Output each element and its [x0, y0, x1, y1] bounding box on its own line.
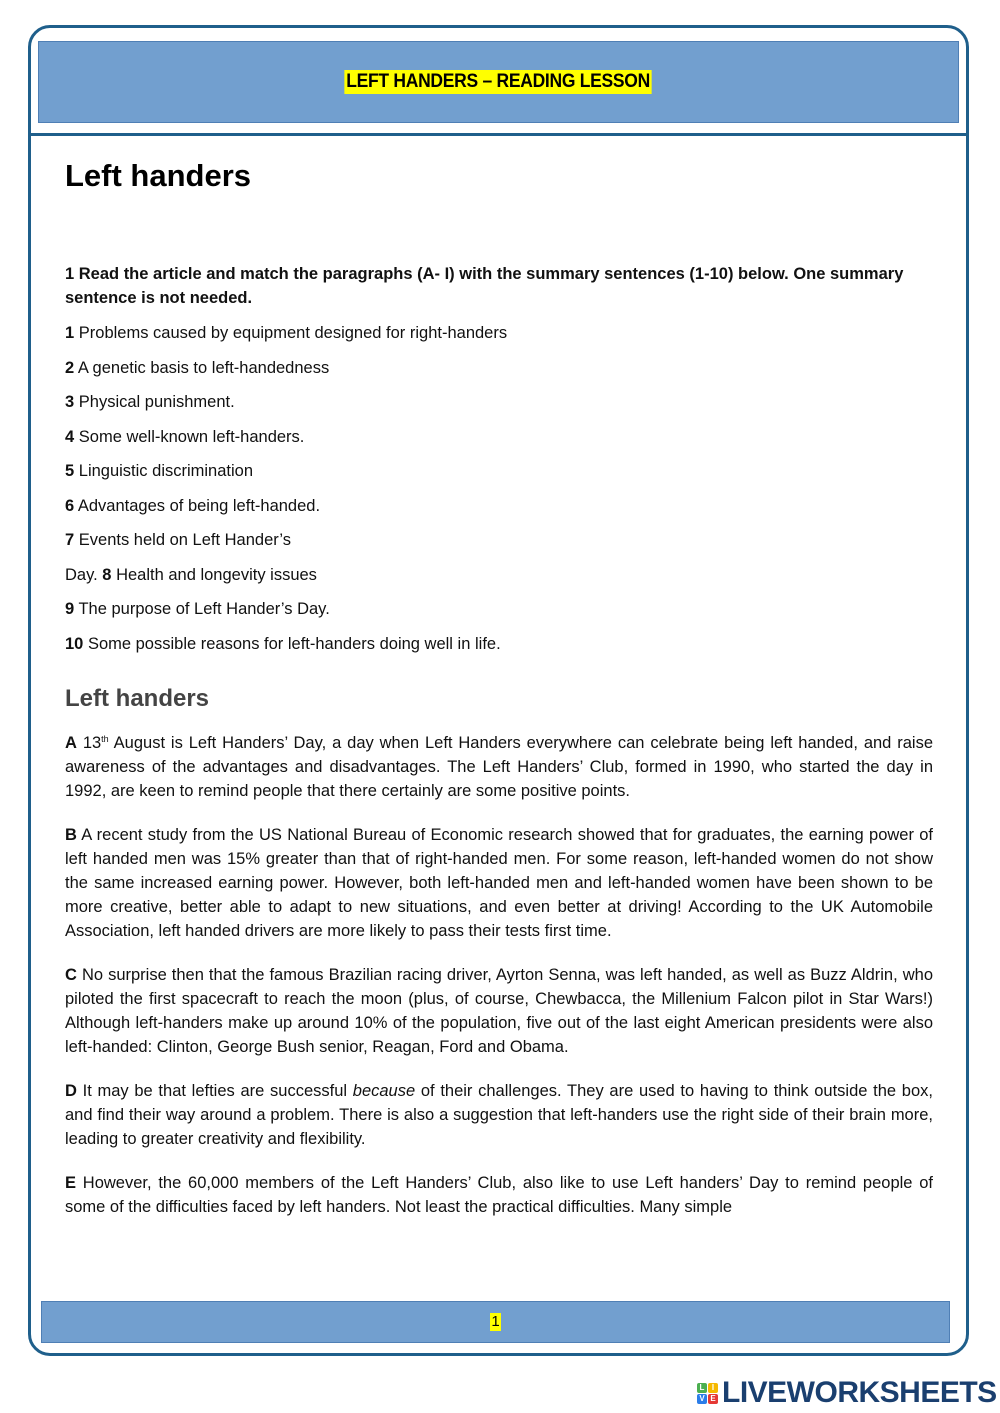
summary-text: A genetic basis to left-handedness	[74, 358, 330, 377]
brand-name: LIVEWORKSHEETS	[722, 1376, 997, 1409]
paragraph-text: 13	[76, 734, 102, 752]
lesson-title: LEFT HANDERS – READING LESSON	[346, 71, 651, 92]
footer-band	[41, 1301, 950, 1343]
summary-text: The purpose of Left Hander’s Day.	[74, 600, 330, 618]
summary-sentence-2	[65, 355, 933, 390]
summary-sentence-8	[65, 562, 933, 597]
logo-letter-e: E	[708, 1394, 718, 1404]
summary-text: Some possible reasons for left-handers doing well in life.	[83, 634, 501, 653]
page-number: 1	[491, 1313, 500, 1330]
liveworksheets-brand[interactable]	[697, 1378, 997, 1408]
summary-sentence-3	[65, 389, 933, 424]
summary-sentence-9	[65, 596, 933, 631]
paragraph-text: However, the 60,000 members of the Left Handers’ Club, also like to use Left handers’ Day to remind people of some of the difficulties faced by left handers. Not least the practical difficulties. Many simple	[65, 1174, 933, 1216]
paragraph-letter: A	[65, 734, 77, 752]
summary-sentence-6	[65, 493, 933, 528]
summary-number: 10	[65, 634, 84, 653]
logo-letter-v: V	[697, 1394, 707, 1404]
summary-number: 1	[65, 324, 75, 342]
ordinal-suffix: th	[101, 734, 109, 744]
summary-number: 2	[65, 358, 75, 377]
paragraph-letter: B	[65, 826, 77, 844]
paragraph-letter: E	[65, 1174, 77, 1192]
paragraph-letter: D	[65, 1082, 77, 1100]
worksheet-content	[65, 150, 933, 1219]
summary-text: Events held on Left Hander’s	[74, 531, 291, 549]
page-title: Left handers	[65, 158, 252, 193]
summary-text: Advantages of being left-handed.	[74, 496, 321, 515]
summary-prefix: Day.	[65, 565, 103, 584]
liveworksheets-logo-icon	[697, 1383, 718, 1404]
summary-number: 3	[65, 393, 75, 411]
summary-sentence-5	[65, 458, 933, 493]
paragraph-text: It may be that lefties are successful	[76, 1082, 353, 1100]
summary-number: 4	[65, 427, 75, 446]
summary-sentence-1	[65, 320, 933, 355]
article-title: Left handers	[65, 685, 210, 712]
logo-letter-i: I	[708, 1383, 718, 1393]
paragraph-text: August is Left Handers’ Day, a day when Left Handers everywhere can celebrate being left handed, and raise awareness of the advantages and disadvantages. The Left Handers’ Club, formed in 1990, who started the day in 1992, are keen to remind people that there certainly are some positive points.	[65, 734, 934, 800]
paragraph-a	[65, 727, 933, 803]
summary-text: Linguistic discrimination	[74, 462, 254, 480]
summary-sentence-7	[65, 527, 933, 562]
paragraph-letter: C	[65, 966, 77, 984]
summary-text: Some well-known left-handers.	[74, 427, 305, 446]
paragraph-c	[65, 963, 933, 1059]
paragraph-b	[65, 823, 933, 943]
paragraph-e	[65, 1171, 933, 1219]
summary-number: 7	[65, 531, 75, 549]
summary-number: 8	[102, 565, 112, 584]
summary-text: Physical punishment.	[74, 393, 235, 411]
header-band	[38, 41, 959, 123]
paragraph-d	[65, 1079, 933, 1151]
logo-letter-l: L	[697, 1383, 707, 1393]
paragraph-text: No surprise then that the famous Brazilian racing driver, Ayrton Senna, was left handed, as well as Buzz Aldrin, who piloted the first spacecraft to reach the moon (plus, of course, Chewbacca, the Millenium Falcon pilot in Star Wars!) Although left-handers make up around 10% of the population, five out of the last eight American presidents were also left-handed: Clinton, George Bush senior, Reagan, Ford and Obama.	[65, 966, 933, 1056]
emphasis-text: because	[352, 1082, 416, 1100]
summary-sentence-list	[65, 320, 933, 665]
summary-text: Health and longevity issues	[111, 565, 317, 584]
summary-sentence-4	[65, 424, 933, 459]
header-divider	[28, 133, 969, 136]
summary-text: Problems caused by equipment designed for right-handers	[74, 324, 508, 342]
paragraph-text: of their challenges. They are used to having to think outside the box, and find their way around a problem. There is also a suggestion that left-handers use the right side of their brain more, leading to greater creativity and flexibility.	[65, 1082, 933, 1148]
summary-sentence-10	[65, 631, 933, 666]
paragraph-text: A recent study from the US National Bureau of Economic research showed that for graduates, the earning power of left handed men was 15% greater than that of right-handed men. For some reason, left-handed women do not show the same increased earning power. However, both left-handed men and left-handed women have been shown to be more creative, better able to adapt to new situations, and even better at driving! According to the UK Automobile Association, left handed drivers are more likely to pass their tests first time.	[65, 826, 933, 940]
exercise-instruction: 1 Read the article and match the paragraphs (A- I) with the summary sentences (1-10) below. One summary sentence is not needed.	[65, 265, 904, 307]
summary-number: 5	[65, 462, 75, 480]
summary-number: 9	[65, 600, 75, 618]
summary-number: 6	[65, 496, 75, 515]
